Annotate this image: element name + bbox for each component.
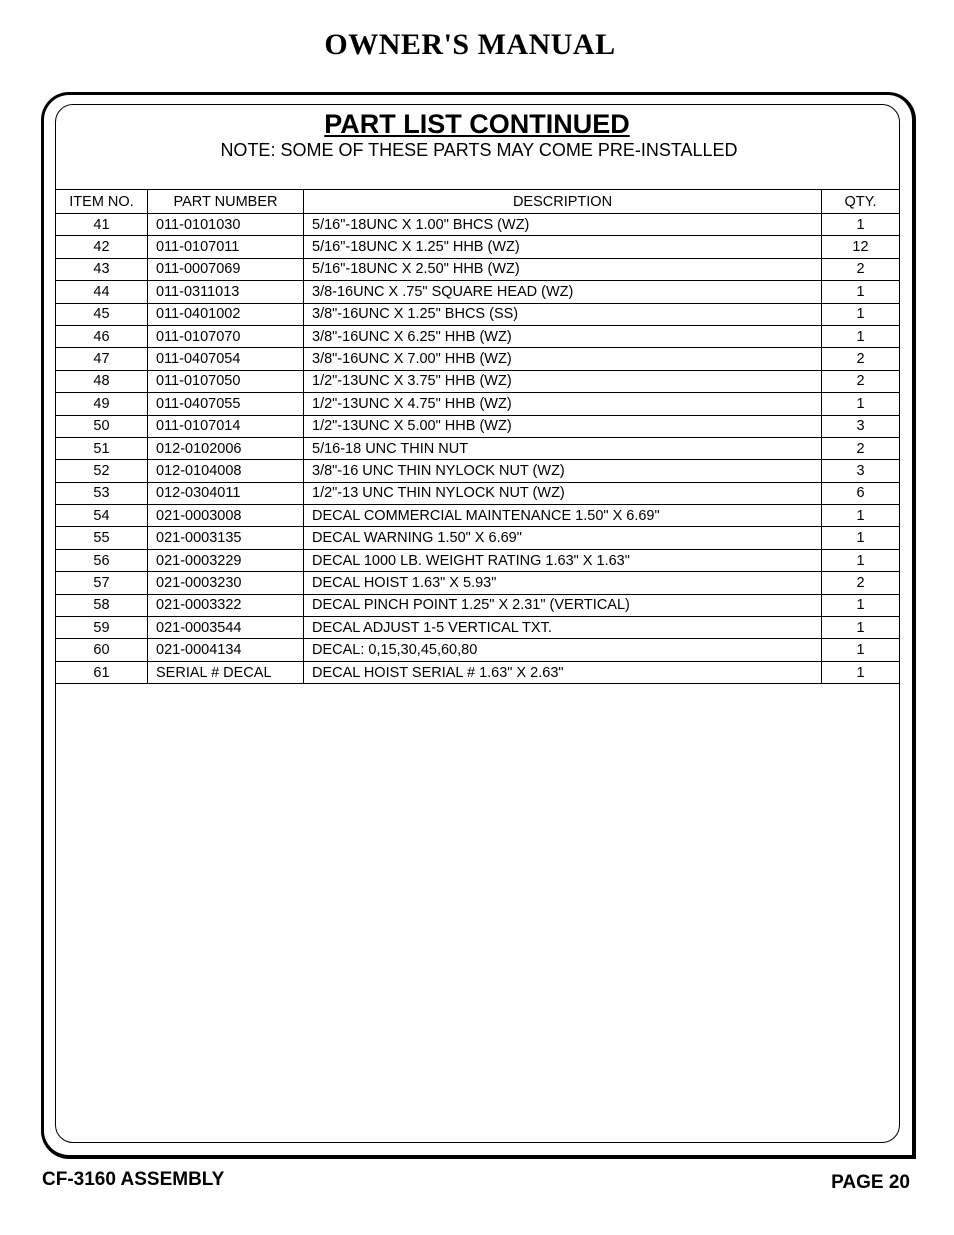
item-no-cell: 55 — [56, 527, 148, 549]
part-number-cell: 011-0311013 — [148, 281, 304, 303]
table-row — [56, 549, 900, 571]
part-number-cell: 021-0003230 — [148, 572, 304, 594]
description-cell: DECAL HOIST SERIAL # 1.63" X 2.63" — [304, 661, 822, 683]
part-number-cell: 012-0304011 — [148, 482, 304, 504]
item-no-cell: 51 — [56, 437, 148, 459]
table-row — [56, 639, 900, 661]
qty-cell: 1 — [822, 393, 900, 415]
qty-cell: 2 — [822, 348, 900, 370]
parts-table-body — [56, 214, 900, 684]
table-row — [56, 236, 900, 258]
description-cell: 3/8-16UNC X .75" SQUARE HEAD (WZ) — [304, 281, 822, 303]
table-row — [56, 415, 900, 437]
description-cell: DECAL 1000 LB. WEIGHT RATING 1.63" X 1.63" — [304, 549, 822, 571]
description-cell: 3/8"-16 UNC THIN NYLOCK NUT (WZ) — [304, 460, 822, 482]
part-number-cell: 021-0003322 — [148, 594, 304, 616]
item-no-cell: 59 — [56, 617, 148, 639]
table-row — [56, 572, 900, 594]
column-header-description: DESCRIPTION — [304, 190, 822, 214]
part-number-cell: 012-0104008 — [148, 460, 304, 482]
table-row — [56, 460, 900, 482]
section-title: PART LIST CONTINUED — [324, 109, 630, 139]
item-no-cell: 52 — [56, 460, 148, 482]
table-row — [56, 527, 900, 549]
qty-cell: 1 — [822, 281, 900, 303]
table-row — [56, 482, 900, 504]
item-no-cell: 58 — [56, 594, 148, 616]
item-no-cell: 47 — [56, 348, 148, 370]
section-note: NOTE: SOME OF THESE PARTS MAY COME PRE-INSTALLED — [220, 140, 738, 160]
part-number-cell: 011-0107050 — [148, 370, 304, 392]
qty-cell: 2 — [822, 572, 900, 594]
description-cell: 5/16"-18UNC X 1.00" BHCS (WZ) — [304, 214, 822, 236]
qty-cell: 1 — [822, 661, 900, 683]
description-cell: 1/2"-13 UNC THIN NYLOCK NUT (WZ) — [304, 482, 822, 504]
part-number-cell: SERIAL # DECAL — [148, 661, 304, 683]
part-number-cell: 011-0407055 — [148, 393, 304, 415]
table-row — [56, 214, 900, 236]
table-row — [56, 594, 900, 616]
qty-cell: 1 — [822, 549, 900, 571]
part-number-cell: 021-0003544 — [148, 617, 304, 639]
part-number-cell: 011-0401002 — [148, 303, 304, 325]
item-no-cell: 48 — [56, 370, 148, 392]
description-cell: 3/8"-16UNC X 1.25" BHCS (SS) — [304, 303, 822, 325]
parts-table — [55, 189, 900, 684]
item-no-cell: 43 — [56, 258, 148, 280]
item-no-cell: 56 — [56, 549, 148, 571]
table-row — [56, 325, 900, 347]
part-number-cell: 021-0003008 — [148, 505, 304, 527]
item-no-cell: 44 — [56, 281, 148, 303]
table-row — [56, 281, 900, 303]
description-cell: 1/2"-13UNC X 4.75" HHB (WZ) — [304, 393, 822, 415]
description-cell: DECAL: 0,15,30,45,60,80 — [304, 639, 822, 661]
description-cell: DECAL WARNING 1.50" X 6.69" — [304, 527, 822, 549]
description-cell: 5/16-18 UNC THIN NUT — [304, 437, 822, 459]
qty-cell: 1 — [822, 527, 900, 549]
qty-cell: 1 — [822, 594, 900, 616]
part-number-cell: 011-0407054 — [148, 348, 304, 370]
table-row — [56, 437, 900, 459]
table-row — [56, 661, 900, 683]
part-number-cell: 011-0101030 — [148, 214, 304, 236]
item-no-cell: 49 — [56, 393, 148, 415]
description-cell: DECAL COMMERCIAL MAINTENANCE 1.50" X 6.69" — [304, 505, 822, 527]
footer-assembly-name: CF-3160 ASSEMBLY — [42, 1169, 225, 1190]
part-number-cell: 011-0007069 — [148, 258, 304, 280]
column-header-part-number: PART NUMBER — [148, 190, 304, 214]
part-number-cell: 011-0107011 — [148, 236, 304, 258]
part-number-cell: 011-0107014 — [148, 415, 304, 437]
qty-cell: 1 — [822, 639, 900, 661]
column-header-item-no: ITEM NO. — [56, 190, 148, 214]
qty-cell: 2 — [822, 258, 900, 280]
part-number-cell: 011-0107070 — [148, 325, 304, 347]
qty-cell: 1 — [822, 505, 900, 527]
qty-cell: 3 — [822, 415, 900, 437]
table-row — [56, 303, 900, 325]
qty-cell: 2 — [822, 437, 900, 459]
description-cell: 3/8"-16UNC X 7.00" HHB (WZ) — [304, 348, 822, 370]
part-number-cell: 021-0003229 — [148, 549, 304, 571]
column-header-qty: QTY. — [822, 190, 900, 214]
item-no-cell: 45 — [56, 303, 148, 325]
description-cell: DECAL ADJUST 1-5 VERTICAL TXT. — [304, 617, 822, 639]
qty-cell: 12 — [822, 236, 900, 258]
part-number-cell: 021-0003135 — [148, 527, 304, 549]
manual-title: OWNER'S MANUAL — [324, 28, 616, 61]
qty-cell: 1 — [822, 617, 900, 639]
qty-cell: 3 — [822, 460, 900, 482]
table-row — [56, 258, 900, 280]
qty-cell: 2 — [822, 370, 900, 392]
description-cell: 1/2"-13UNC X 5.00" HHB (WZ) — [304, 415, 822, 437]
table-row — [56, 393, 900, 415]
table-row — [56, 348, 900, 370]
item-no-cell: 57 — [56, 572, 148, 594]
item-no-cell: 46 — [56, 325, 148, 347]
qty-cell: 1 — [822, 214, 900, 236]
item-no-cell: 50 — [56, 415, 148, 437]
qty-cell: 1 — [822, 325, 900, 347]
qty-cell: 1 — [822, 303, 900, 325]
description-cell: DECAL PINCH POINT 1.25" X 2.31" (VERTICAL) — [304, 594, 822, 616]
part-number-cell: 012-0102006 — [148, 437, 304, 459]
table-row — [56, 370, 900, 392]
part-number-cell: 021-0004134 — [148, 639, 304, 661]
table-header-row — [56, 190, 900, 214]
description-cell: 5/16"-18UNC X 1.25" HHB (WZ) — [304, 236, 822, 258]
table-row — [56, 505, 900, 527]
item-no-cell: 61 — [56, 661, 148, 683]
description-cell: DECAL HOIST 1.63" X 5.93" — [304, 572, 822, 594]
description-cell: 1/2"-13UNC X 3.75" HHB (WZ) — [304, 370, 822, 392]
item-no-cell: 41 — [56, 214, 148, 236]
table-row — [56, 617, 900, 639]
item-no-cell: 60 — [56, 639, 148, 661]
description-cell: 3/8"-16UNC X 6.25" HHB (WZ) — [304, 325, 822, 347]
item-no-cell: 42 — [56, 236, 148, 258]
qty-cell: 6 — [822, 482, 900, 504]
footer-page-number: PAGE 20 — [831, 1172, 910, 1193]
item-no-cell: 53 — [56, 482, 148, 504]
item-no-cell: 54 — [56, 505, 148, 527]
description-cell: 5/16"-18UNC X 2.50" HHB (WZ) — [304, 258, 822, 280]
